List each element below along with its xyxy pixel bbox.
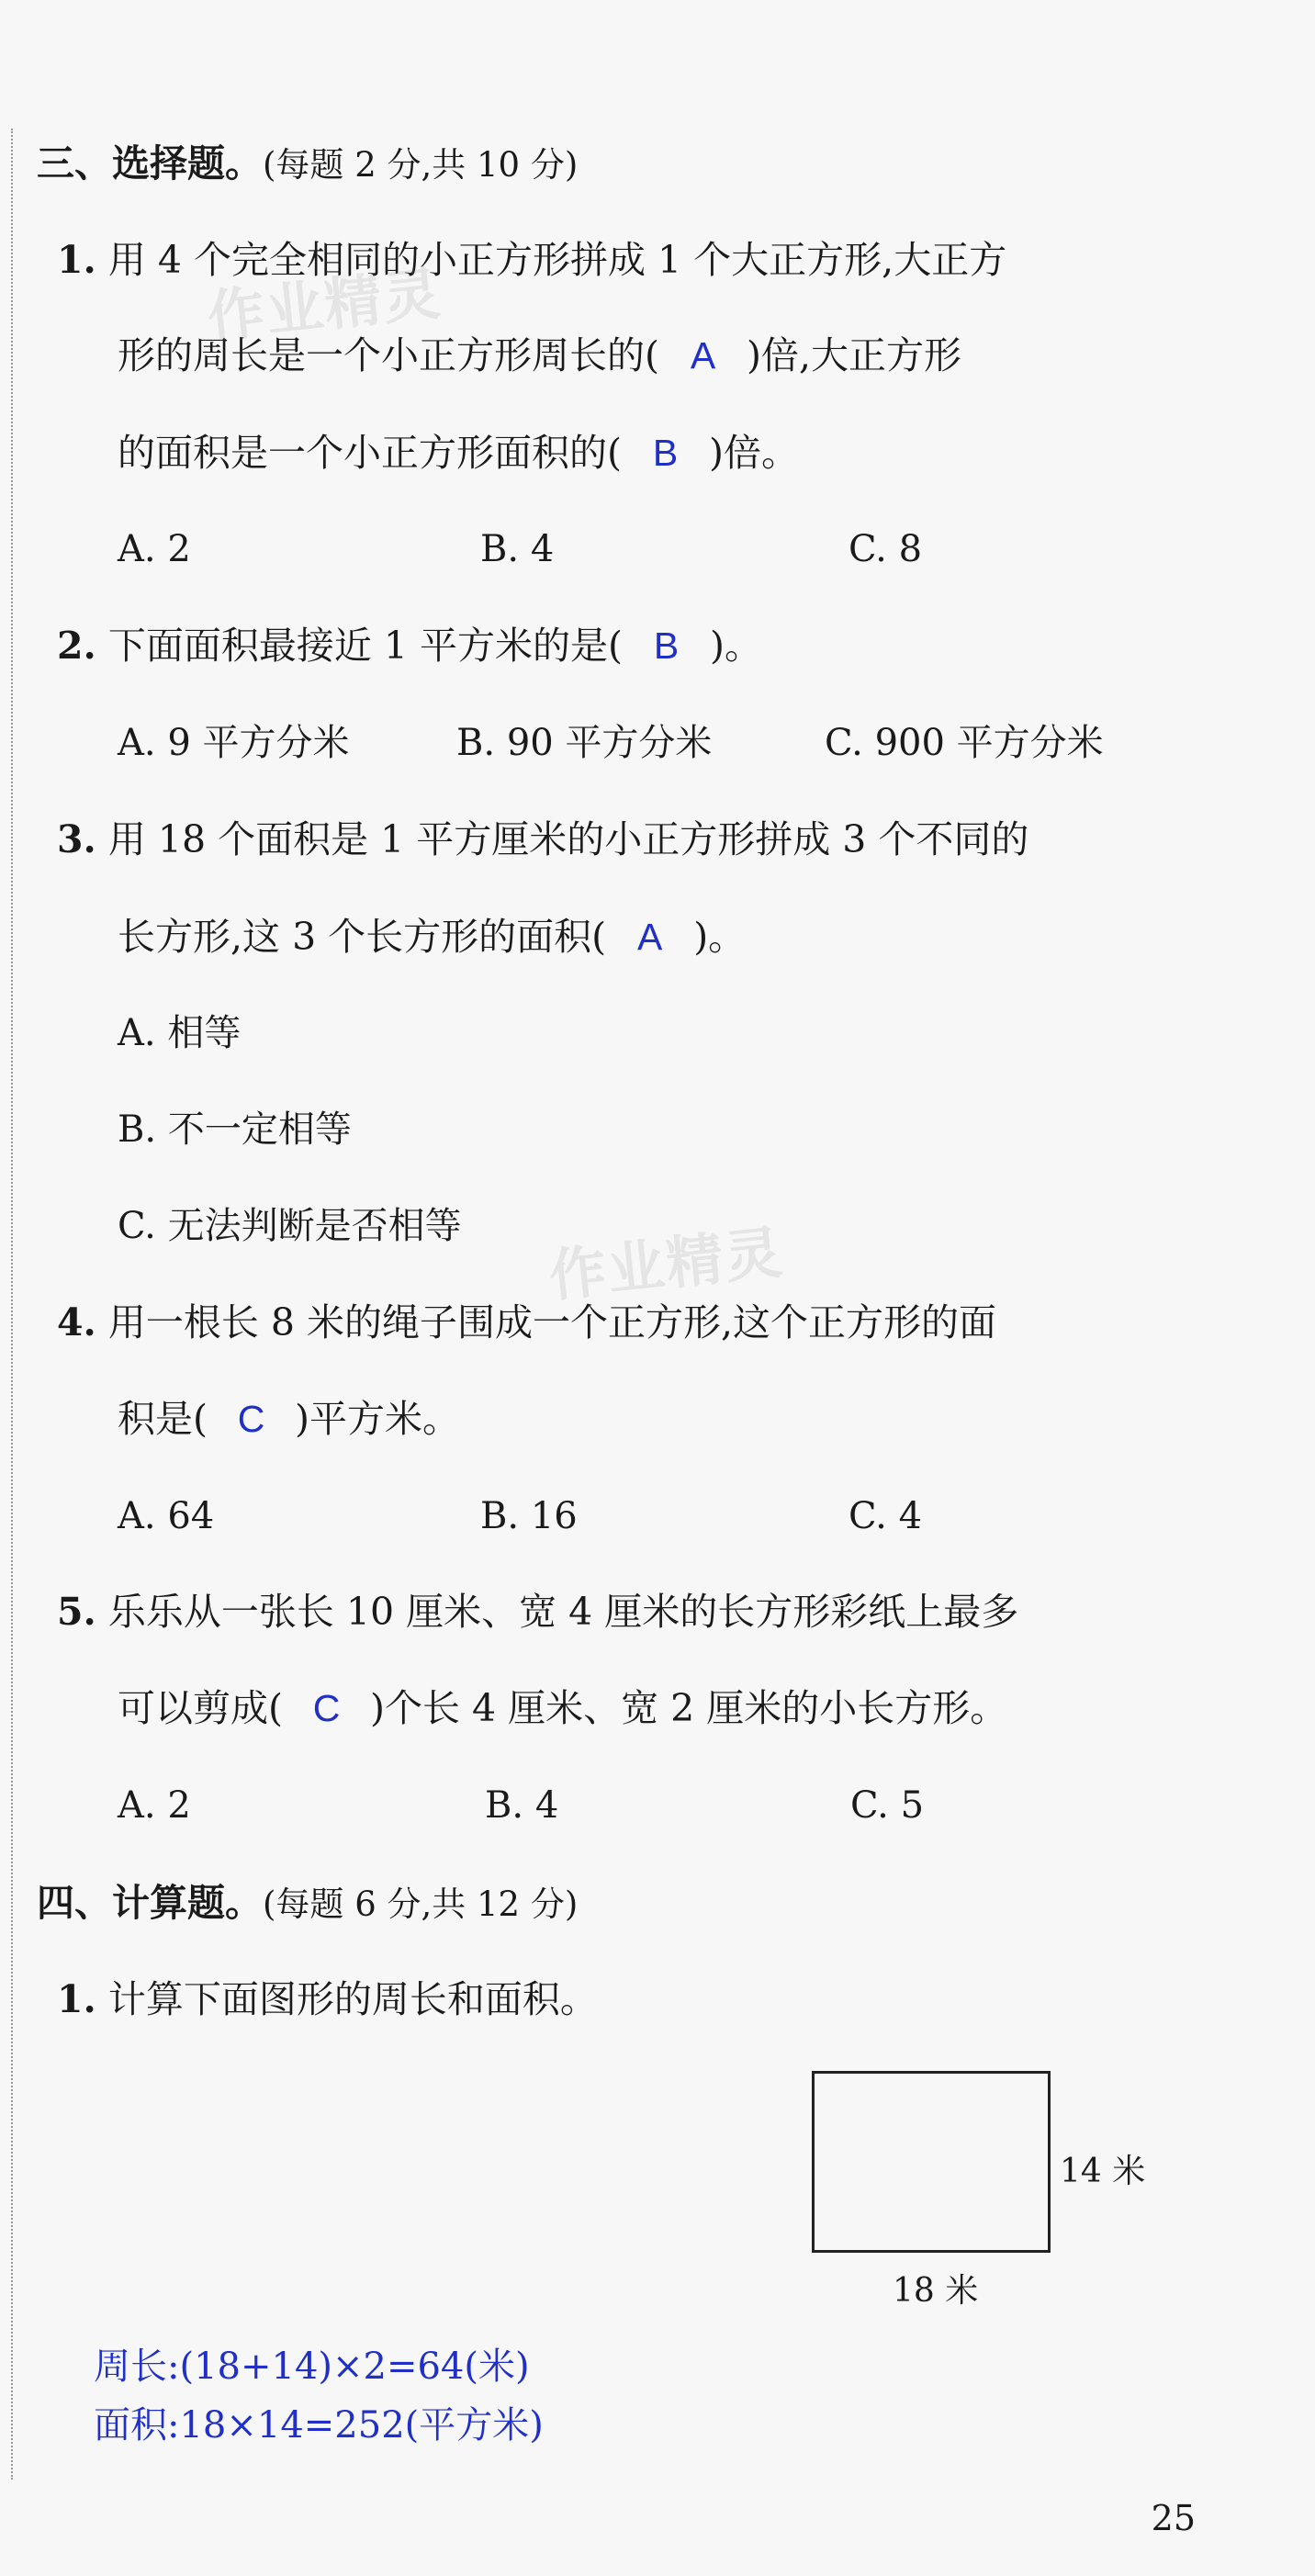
option-c: C. 4 — [849, 1495, 923, 1537]
rectangle-figure — [812, 2071, 1051, 2253]
margin-dotted-line — [11, 129, 13, 2480]
question-number: 1. — [57, 1977, 96, 2021]
section-3-heading: 三、选择题。(每题 2 分,共 10 分) — [37, 141, 579, 186]
watermark-logo: 作业精灵 — [545, 1218, 787, 1310]
question-number: 4. — [57, 1300, 96, 1344]
question-1-line-1: 1. 用 4 个完全相同的小正方形拼成 1 个大正方形,大正方 — [57, 238, 1007, 282]
question-number: 5. — [57, 1590, 96, 1634]
option-c: C. 900 平方分米 — [825, 722, 1104, 764]
question-2-line-1: 2. 下面面积最接近 1 平方米的是( B )。 — [57, 624, 763, 668]
option-b: B. 16 — [480, 1495, 578, 1537]
option-c: C. 5 — [850, 1784, 925, 1827]
width-label: 18 米 — [893, 2272, 979, 2310]
answer-1b: B — [652, 432, 679, 474]
answer-4: C — [237, 1398, 265, 1440]
section-4-note: (每题 6 分,共 12 分) — [263, 1884, 579, 1924]
calc-question-1: 1. 计算下面图形的周长和面积。 — [57, 1977, 598, 2021]
question-1-line-3: 的面积是一个小正方形面积的( B )倍。 — [118, 431, 799, 475]
option-b: B. 90 平方分米 — [456, 722, 713, 764]
question-3-line-2: 长方形,这 3 个长方形的面积( A )。 — [118, 915, 747, 959]
question-number: 1. — [57, 238, 96, 282]
question-5-line-2: 可以剪成( C )个长 4 厘米、宽 2 厘米的小长方形。 — [118, 1686, 1008, 1730]
perimeter-solution: 周长:(18+14)×2=64(米) — [94, 2345, 530, 2388]
option-a: A. 相等 — [118, 1012, 242, 1054]
answer-3: A — [637, 916, 663, 958]
height-label: 14 米 — [1060, 2153, 1146, 2190]
option-c: C. 无法判断是否相等 — [118, 1205, 462, 1247]
watermark-logo: 作业精灵 — [204, 259, 445, 352]
question-4-line-1: 4. 用一根长 8 米的绳子围成一个正方形,这个正方形的面 — [57, 1300, 997, 1344]
option-a: A. 2 — [118, 1784, 191, 1827]
question-3-line-1: 3. 用 18 个面积是 1 平方厘米的小正方形拼成 3 个不同的 — [57, 817, 1029, 861]
option-a: A. 9 平方分米 — [118, 722, 350, 764]
answer-1a: A — [690, 334, 716, 377]
option-a: A. 2 — [118, 528, 191, 570]
section-3-note: (每题 2 分,共 10 分) — [263, 145, 579, 185]
answer-2: B — [653, 624, 680, 667]
section-4-heading: 四、计算题。(每题 6 分,共 12 分) — [37, 1881, 579, 1925]
answer-5: C — [312, 1687, 341, 1729]
question-4-line-2: 积是( C )平方米。 — [118, 1397, 460, 1441]
option-b: B. 4 — [480, 528, 555, 570]
option-c: C. 8 — [849, 528, 923, 570]
question-number: 3. — [57, 817, 96, 861]
area-solution: 面积:18×14=252(平方米) — [94, 2404, 544, 2447]
question-number: 2. — [57, 624, 96, 668]
option-b: B. 4 — [485, 1784, 559, 1827]
option-b: B. 不一定相等 — [118, 1108, 352, 1151]
page-number: 25 — [1151, 2498, 1196, 2538]
question-5-line-1: 5. 乐乐从一张长 10 厘米、宽 4 厘米的长方形彩纸上最多 — [57, 1590, 1019, 1634]
question-1-line-2: 形的周长是一个小正方形周长的( A )倍,大正方形 — [118, 333, 962, 377]
option-a: A. 64 — [118, 1495, 215, 1537]
